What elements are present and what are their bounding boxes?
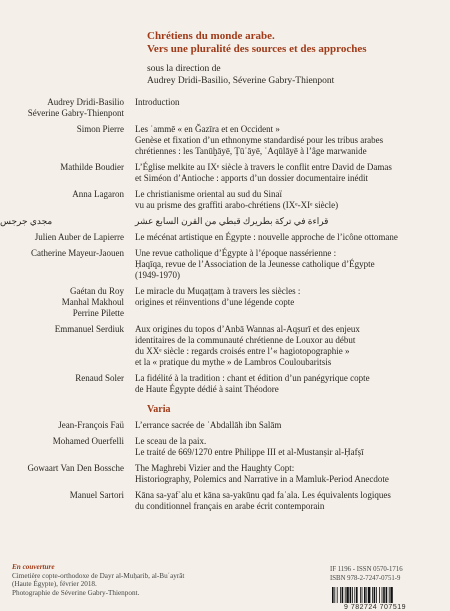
title-line: Genèse et fixation d’un ethnonyme standardisé pour les tribus arabes <box>135 135 384 145</box>
barcode-bar <box>372 587 373 603</box>
title-line: Introduction <box>135 97 180 107</box>
issue-title-line-2: Vers une pluralité des sources et des approches <box>147 43 367 55</box>
entry-authors <box>0 490 135 501</box>
barcode-bar <box>379 587 380 603</box>
barcode-bar <box>376 587 377 603</box>
barcode-bar <box>354 587 355 603</box>
entry-title <box>135 436 450 458</box>
barcode-bar <box>368 587 370 603</box>
title-line: chrétiennes : les Tanūḫāyē, Ṭūʾāyē, ʿAqūlāyē à l’âge marwanide <box>135 146 367 156</box>
barcode-number: 9 782724 707519 <box>344 604 406 611</box>
barcode-bar <box>364 587 366 603</box>
entry-title <box>135 232 450 243</box>
title-line: قراءة في تركة بطريرك قبطي من القرن السابع عشر <box>135 216 329 226</box>
entry-title <box>135 463 450 485</box>
barcode-bar <box>334 587 335 603</box>
title-line: et Siméon d’Antioche : apports d’un dossier documentaire inédit <box>135 173 368 183</box>
title-line: vu au prisme des graffiti arabo-chrétiens (IXᵉ-XIᵉ siècle) <box>135 200 339 210</box>
cover-credit <box>12 563 212 597</box>
entry-authors <box>0 463 135 474</box>
entry-authors <box>0 232 135 243</box>
title-line: Le traité de 669/1270 entre Philippe III et al-Mustanṣir al-Ḥafṣī <box>135 447 364 457</box>
barcode-bar <box>350 587 352 603</box>
cover-line: (Haute Égypte), février 2018. <box>12 580 97 588</box>
entry-authors <box>0 286 135 319</box>
editors-intro: sous la direction de <box>147 64 221 74</box>
toc-entry <box>0 97 450 119</box>
toc-entry <box>0 286 450 319</box>
author-name: Audrey Dridi-Basilio <box>47 97 124 107</box>
isbn-text: ISBN 978-2-7247-0751-9 <box>330 574 401 582</box>
barcode-bar <box>346 587 348 603</box>
title-line: L’errance sacrée de ʿAbdallāh ibn Salām <box>135 420 282 430</box>
author-name: Séverine Gabry-Thienpont <box>27 108 124 118</box>
barcode-bar <box>342 587 344 603</box>
author-name: مجدي جرجس <box>0 216 53 226</box>
author-name: Manhal Makhoul <box>61 297 124 307</box>
title-line: Le miracle du Muqaṭṭam à travers les siècles : <box>135 286 301 296</box>
author-name: Mathilde Boudier <box>60 162 124 172</box>
author-name: Jean-François Faü <box>58 420 124 430</box>
title-line: Historiography, Polemics and Narrative in a Mamluk-Period Anecdote <box>135 474 389 484</box>
author-name: Renaud Soler <box>75 373 124 383</box>
barcode-bar <box>383 587 385 603</box>
title-line: Le sceau de la paix. <box>135 436 207 446</box>
title-line: du conditionnel français en arabe écrit contemporain <box>135 501 325 511</box>
table-of-contents <box>0 97 450 400</box>
barcode-image <box>330 587 420 603</box>
editors-names: Audrey Dridi-Basilio, Séverine Gabry-Thienpont <box>147 75 335 86</box>
barcode-bar <box>362 587 363 603</box>
title-line: (1949-1970) <box>135 270 180 280</box>
title-line: Ḥaqīqa, revue de l’Association de la Jeunesse catholique d’Égypte <box>135 259 375 269</box>
entry-title <box>135 286 450 308</box>
barcode-bar <box>386 587 388 603</box>
cover-line: Cimetière copte-orthodoxe de Dayr al-Muḥarib, al-Buʿayrāt <box>12 571 185 580</box>
entry-title <box>135 124 450 157</box>
toc-entry <box>0 490 450 512</box>
entry-title <box>135 324 450 368</box>
cover-label: En couverture <box>12 563 55 571</box>
toc-entry <box>0 162 450 184</box>
author-name: Gaétan du Roy <box>70 286 124 296</box>
entry-authors <box>0 420 135 431</box>
barcode-bar <box>332 587 334 603</box>
title-line: La fidélité à la tradition : chant et édition d’un panégyrique copte <box>135 373 370 383</box>
entry-authors <box>0 373 135 384</box>
barcode-bar <box>345 587 346 603</box>
entry-title <box>135 97 450 108</box>
title-line: Aux origines du topos d’Anbā Wannas al-Aqṣurī et des enjeux <box>135 324 360 334</box>
author-name: Catherine Mayeur-Jaouen <box>30 248 124 258</box>
entry-title <box>135 373 450 395</box>
author-name: Emmanuel Serdiuk <box>54 324 124 334</box>
title-line: Le christianisme oriental au sud du Sinaï <box>135 189 282 199</box>
title-line: L’Église melkite au IXᵉ siècle à travers le conflit entre David de Damas <box>135 162 392 172</box>
entry-authors <box>0 324 135 335</box>
barcode-bar <box>389 587 390 603</box>
title-line: identitaires de la communauté chrétienne de Louxor au début <box>135 335 356 345</box>
entry-authors <box>0 124 135 135</box>
author-name: Mohamed Ouerfelli <box>52 436 124 446</box>
barcode-bar <box>366 587 367 603</box>
barcode-bar <box>360 587 361 603</box>
barcode-bar <box>374 587 376 603</box>
varia-list <box>0 420 450 517</box>
barcode <box>330 587 420 611</box>
entry-title <box>135 189 450 211</box>
entry-authors <box>0 189 135 200</box>
title-line: et la « pratique du mythe » de Lambros Couloubaritsis <box>135 357 332 367</box>
cover-line: Photographie de Séverine Gabry-Thienpont. <box>12 588 140 597</box>
varia-heading: Varia <box>147 404 171 415</box>
entry-title <box>135 420 450 431</box>
toc-entry <box>0 124 450 157</box>
entry-title <box>135 216 450 227</box>
issue-title-line-1: Chrétiens du monde arabe. <box>147 30 275 42</box>
title-line: Les ʿammē « en Ǧazīra et en Occident » <box>135 124 280 134</box>
author-name: Perrine Pilette <box>72 308 124 318</box>
isbn-block <box>330 566 403 583</box>
header <box>147 30 437 87</box>
toc-entry <box>0 373 450 395</box>
author-name: Gowaart Van Den Bossche <box>27 463 124 473</box>
title-line: Kāna sa-yafʿalu et kāna sa-yakūnu qad faʿala. Les équivalents logiques <box>135 490 391 500</box>
entry-title <box>135 490 450 512</box>
title-line: The Maghrebi Vizier and the Haughty Copt: <box>135 463 295 473</box>
toc-entry <box>0 248 450 281</box>
barcode-bar <box>382 587 383 603</box>
barcode-bar <box>352 587 353 603</box>
toc-entry <box>0 436 450 458</box>
author-name: Simon Pierre <box>76 124 124 134</box>
title-line: du XXᵉ siècle : regards croisés entre l’« hagiotopographie » <box>135 346 350 356</box>
toc-entry <box>0 324 450 368</box>
author-name: Manuel Sartori <box>69 490 124 500</box>
title-line: origines et réinventions d’une légende copte <box>135 297 295 307</box>
entry-title <box>135 162 450 184</box>
entry-authors <box>0 97 135 119</box>
barcode-bar <box>340 587 341 603</box>
title-line: Le mécénat artistique en Égypte : nouvelle approche de l’icône ottomane <box>135 232 398 242</box>
title-line: de Haute Égypte dédié à saint Théodore <box>135 384 279 394</box>
entry-authors <box>0 216 135 227</box>
issn-text: IF 1196 - ISSN 0570-1716 <box>330 566 403 573</box>
toc-entry <box>0 216 450 227</box>
author-name: Julien Auber de Lapierre <box>34 232 124 242</box>
title-line: Une revue catholique d’Égypte à l’époque nassérienne : <box>135 248 337 258</box>
barcode-bar <box>356 587 358 603</box>
toc-entry <box>0 463 450 485</box>
toc-entry <box>0 232 450 243</box>
entry-authors <box>0 248 135 259</box>
toc-entry <box>0 189 450 211</box>
barcode-bar <box>337 587 338 603</box>
author-name: Anna Lagaron <box>72 189 124 199</box>
toc-entry <box>0 420 450 431</box>
entry-title <box>135 248 450 281</box>
barcode-bar <box>390 587 392 603</box>
entry-authors <box>0 436 135 447</box>
entry-authors <box>0 162 135 173</box>
